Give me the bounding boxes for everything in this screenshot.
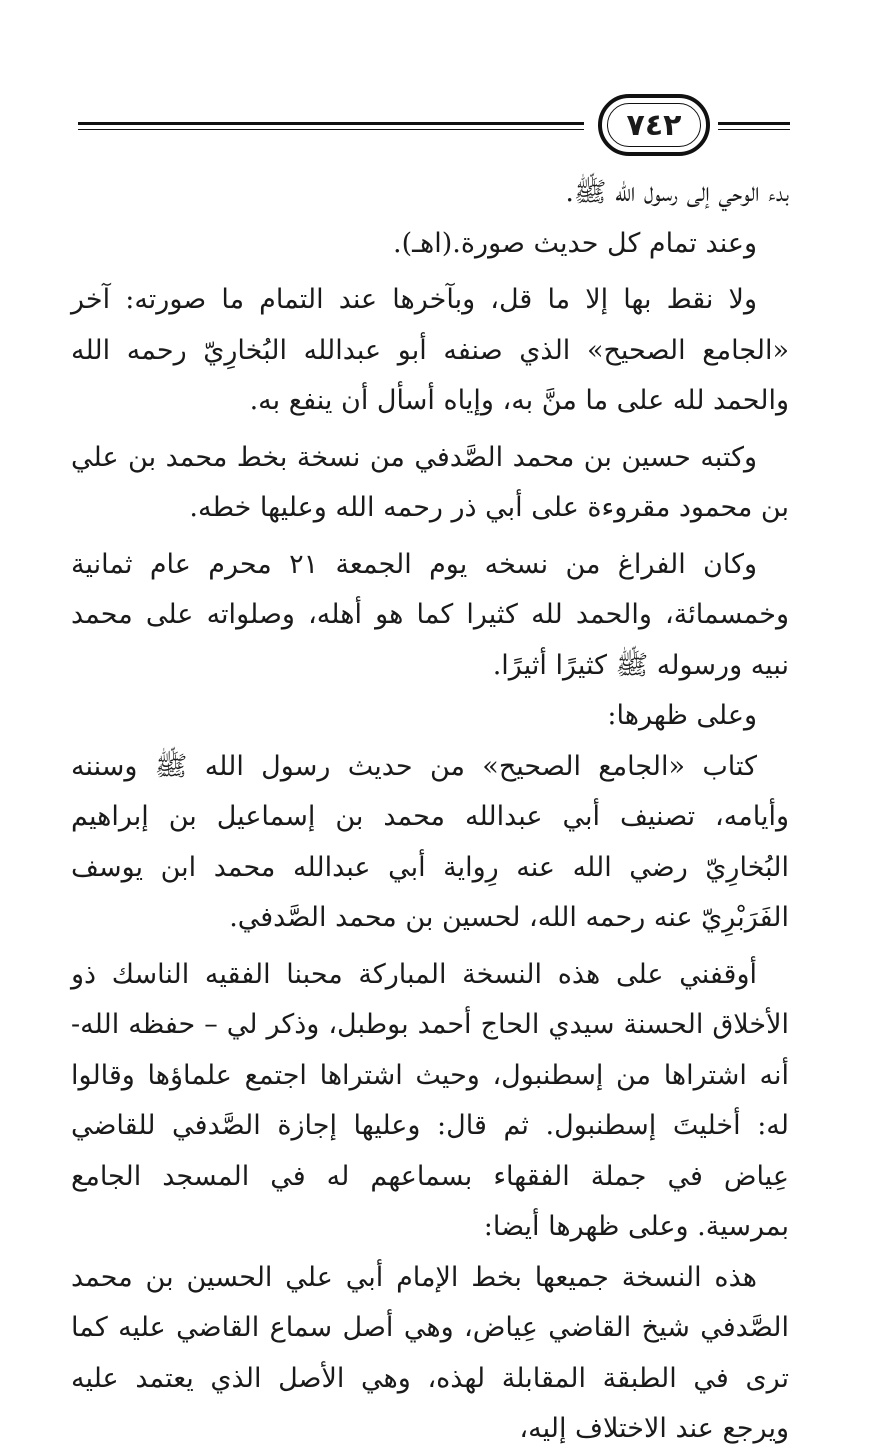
paragraph: أوقفني على هذه النسخة المباركة محبنا الفقيه الناسك ذو الأخلاق الحسنة سيدي الحاج أحمد بوطبل، وذكر لي – حفظه الله- أنه اشتراها من إسطنبول، وحيث اشتراها اجتمع علماؤها وقالوا له: أخليتَ إسطنبول. ثم قال: وعليها إجازة الصَّدفي للقاضي عِياض في جملة الفقهاء بسماعهم له في المسجد الجامع بمرسية. وعلى ظهرها أيضا: [71, 958, 789, 1242]
paragraph: وكتبه حسين بن محمد الصَّدفي من نسخة بخط محمد بن علي بن محمود مقروءة على أبي ذر رحمه الله وعليها خطه. [71, 441, 789, 523]
header-rule [718, 129, 790, 130]
paragraph: كتاب «الجامع الصحيح» من حديث رسول الله ﷺ وسننه وأيامه، تصنيف أبي عبدالله محمد بن إسماعيل بن إبراهيم البُخارِيّ رضي الله عنه رِواية أبي عبدالله محمد ابن يوسف الفَرَبْرِيّ عنه رحمه الله، لحسين بن محمد الصَّدفي. [71, 750, 789, 933]
page-number-badge [598, 94, 710, 156]
paragraph: وعند تمام كل حديث صورة.(اهـ). [393, 227, 757, 259]
body-text [71, 168, 789, 1455]
page-number: ٧٤٢ [626, 107, 682, 143]
header-rule [78, 122, 584, 125]
header-rule [78, 129, 584, 130]
paragraph: ولا نقط بها إلا ما قل، وبآخرها عند التمام ما صورته: آخر «الجامع الصحيح» الذي صنفه أبو عبدالله البُخارِيّ رحمه الله والحمد لله على ما منَّ به، وإياه أسأل أن ينفع به. [71, 284, 789, 416]
paragraph: وعلى ظهرها: [607, 700, 757, 731]
header-rule [718, 122, 790, 125]
page-header [78, 92, 790, 162]
paragraph: بدء الوحي إلى رسول الله ﷺ. [565, 177, 789, 208]
paragraph: وكان الفراغ من نسخه يوم الجمعة ٢١ محرم عام ثمانية وخمسمائة، والحمد لله كثيرا كما هو أهله، وصلواته على محمد نبيه ورسوله ﷺ كثيرًا أثيرًا. [71, 548, 789, 681]
paragraph: هذه النسخة جميعها بخط الإمام أبي علي الحسين بن محمد الصَّدفي شيخ القاضي عِياض، وهي أصل سماع القاضي عليه كما ترى في الطبقة المقابلة لهذه، وهي الأصل الذي يعتمد عليه ويرجع عند الاختلاف إليه، [71, 1261, 789, 1444]
